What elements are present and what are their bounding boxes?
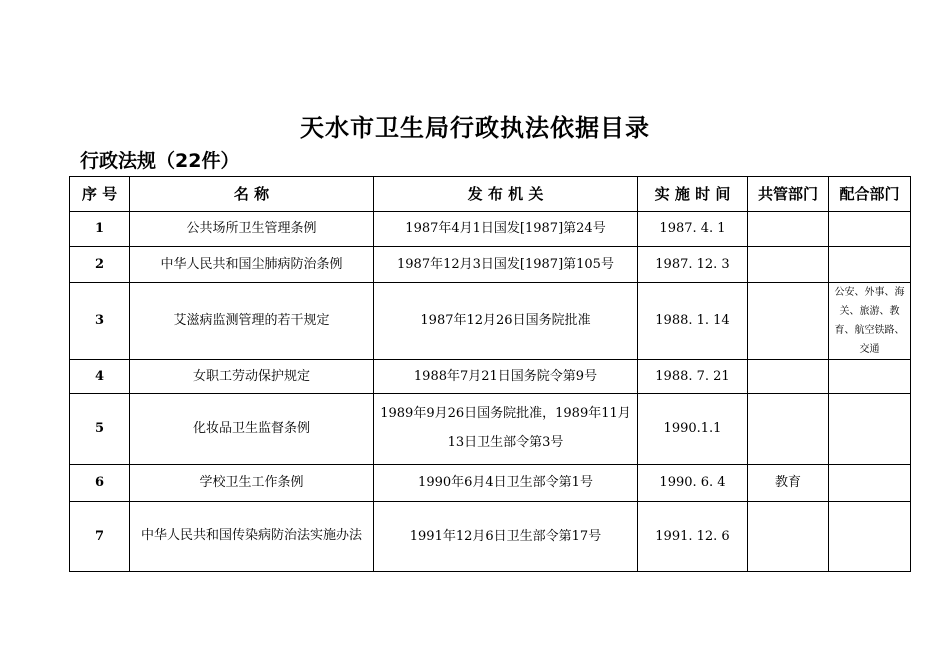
row-date: 1987. 4. 1 [638,212,748,247]
row-issuer: 1990年6月4日卫生部令第1号 [374,465,638,502]
row-name: 女职工劳动保护规定 [130,360,374,394]
row-issuer: 1987年12月26日国务院批准 [374,283,638,360]
row-issuer: 1989年9月26日国务院批准，1989年11月13日卫生部令第3号 [374,394,638,465]
row-joint [748,283,829,360]
table-row [70,394,911,465]
row-coop [829,502,911,572]
row-coop: 公安、外事、海关、旅游、教育、航空铁路、交通 [829,283,911,360]
row-date: 1987. 12. 3 [638,247,748,283]
document-title: 天水市卫生局行政执法依据目录 [300,114,650,142]
row-coop [829,465,911,502]
table-header-row [70,177,911,212]
row-no: 2 [70,247,130,283]
row-issuer: 1991年12月6日卫生部令第17号 [374,502,638,572]
row-issuer: 1987年4月1日国发[1987]第24号 [374,212,638,247]
row-joint [748,394,829,465]
row-date: 1991. 12. 6 [638,502,748,572]
row-coop [829,212,911,247]
row-date: 1990.1.1 [638,394,748,465]
row-joint: 教育 [748,465,829,502]
table-row [70,502,911,572]
table-row [70,360,911,394]
row-joint [748,360,829,394]
row-issuer: 1988年7月21日国务院令第9号 [374,360,638,394]
header-no: 序 号 [70,177,130,212]
row-date: 1988. 1. 14 [638,283,748,360]
row-coop [829,360,911,394]
row-no: 5 [70,394,130,465]
row-joint [748,247,829,283]
row-coop [829,247,911,283]
row-name: 学校卫生工作条例 [130,465,374,502]
row-no: 6 [70,465,130,502]
row-no: 3 [70,283,130,360]
row-date: 1988. 7. 21 [638,360,748,394]
regulations-table [69,176,911,572]
row-issuer: 1987年12月3日国发[1987]第105号 [374,247,638,283]
table-row [70,283,911,360]
row-coop [829,394,911,465]
row-name: 中华人民共和国传染病防治法实施办法 [130,502,374,572]
header-date: 实 施 时 间 [638,177,748,212]
row-joint [748,212,829,247]
header-coop-dept: 配合部门 [829,177,911,212]
row-no: 4 [70,360,130,394]
table-row [70,212,911,247]
row-joint [748,502,829,572]
header-joint-dept: 共管部门 [748,177,829,212]
row-no: 1 [70,212,130,247]
header-name: 名 称 [130,177,374,212]
header-issuer: 发 布 机 关 [374,177,638,212]
row-name: 艾滋病监测管理的若干规定 [130,283,374,360]
row-name: 公共场所卫生管理条例 [130,212,374,247]
row-name: 中华人民共和国尘肺病防治条例 [130,247,374,283]
row-date: 1990. 6. 4 [638,465,748,502]
table-row [70,465,911,502]
row-name: 化妆品卫生监督条例 [130,394,374,465]
row-no: 7 [70,502,130,572]
section-heading: 行政法规（22件） [80,150,240,172]
table-row [70,247,911,283]
